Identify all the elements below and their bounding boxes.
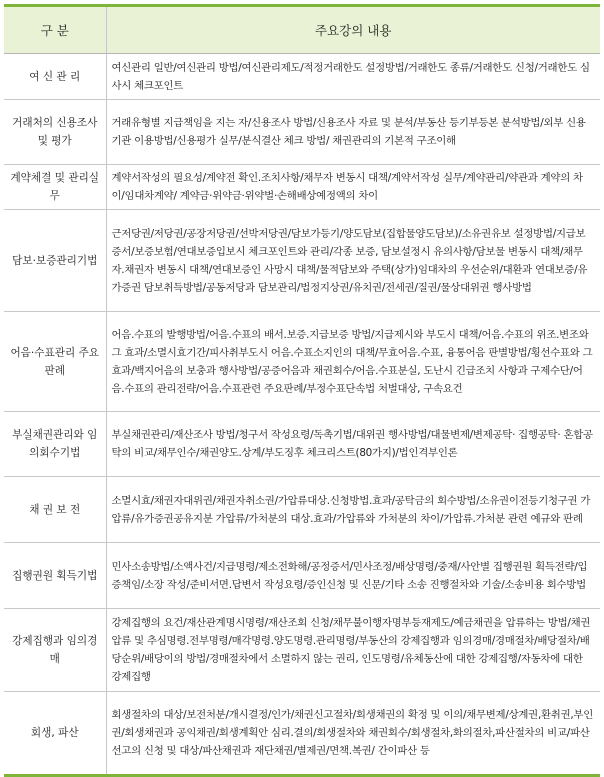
row-content: 부실채권관리/재산조사 방법/청구서 작성요령/독촉기법/대위권 행사방법/대물변제/변제공탁· 집행공탁· 혼합공탁의 비교/채무인수/채권양도.상계/부도징후 체크리스트(80가지)/법인격부인론: [106, 412, 600, 477]
row-content: 여신관리 일반/여신관리 방법/여신관리제도/적정거래한도 설정방법/거래한도 종류/거래한도 신청/거래한도 심사시 체크포인트: [106, 54, 600, 100]
row-content: 어음.수표의 발행방법/어음.수표의 배서.보증.지급보증 방법/지급제시와 부도시 대책/어음.수표의 위조.변조와 그 효과/소멸시효기간/피사취부도시 어음.수표소지인의 대책/무효어음.수표, 융통어음 판별방법/횡선수표와 그 효과/백지어음의 보충과 행사방법/공증어음과 채권회수/어음.수표분실, 도난시 긴급조치 사항과 구제수단/어음.수표의 관리전략/어음.수표관련 주요판례/부정수표단속법 처벌대상, 구속요건: [106, 312, 600, 412]
row-content: 민사소송방법/소액사건/지급명령/제소전화해/공정증서/민사조정/배상명령/중재/사안별 집행권원 획득전략/입증책임/소장 작성/준비서면.답변서 작성요령/증인신청 및 신문/기타 소송 진행절차와 기술/소송비용 회수방법: [106, 543, 600, 609]
row-content: 근저당권/저당권/공장저당권/선박저당권/담보가등기/양도담보(집합물양도담보)/소유권유보 설정방법/지급보증서/보증보험/연대보증입보시 체크포인트와 관리/각종 보증, 담보설정시 유의사항/담보물 변동시 대책/채무자.채권자 변동시 대책/연대보증인 사망시 대책/물적담보와 주택(상가)임대차의 우선순위/대환과 연대보증/유가증권 담보취득방법/공동저당과 담보관리/법정지상권/유치권/전세권/질권/물상대위권 행사방법: [106, 210, 600, 312]
table-header-row: [4, 6, 600, 54]
table-row: [4, 477, 600, 543]
row-label: 부실채권관리와 임의회수기법: [4, 412, 106, 477]
row-label: 여 신 관 리: [4, 54, 106, 100]
row-content: 강제집행의 요건/재산관계명시명령/재산조회 신청/채무불이행자명부등재제도/예금채권을 압류하는 방법/채권압류 및 추심명령.전부명령/매각명령.양도명령.관리명령/부동산의 강제집행과 임의경매/경매절차/배당절차/배당순위/배당이의 방법/경매절차에서 소멸하지 않는 권리, 인도명령/유체동산에 대한 강제집행/자동차에 대한 강제집행: [106, 609, 600, 692]
row-label: 어음·수표관리 주요판례: [4, 312, 106, 412]
row-label: 회생, 파산: [4, 692, 106, 776]
table-row: [4, 412, 600, 477]
row-label: 거래처의 신용조사 및 평가: [4, 100, 106, 165]
header-category: 구 분: [4, 6, 106, 54]
course-table-container: [4, 4, 600, 777]
row-content: 회생절차의 대상/보전처분/개시결정/인가/채권신고절차/회생채권의 확정 및 이의/채무변제/상계권,환취권,부인권/회생채권과 공익채권/회생계획안 심리.결의/회생절차와 채권회수/회생절차,화의절차,파산절차의 비교/파산선고의 신청 및 대상/파산채권과 재단채권/별제권/면책.복권/ 간이파산 등: [106, 692, 600, 776]
row-label: 담보·보증관리기법: [4, 210, 106, 312]
row-content: 거래유형별 지급책임을 지는 자/신용조사 방법/신용조사 자료 및 분석/부동산 등기부등본 분석방법/외부 신용기관 이용방법/신용평가 실무/분식결산 체크 방법/ 채권관리의 기본적 구조이해: [106, 100, 600, 165]
table-row: [4, 312, 600, 412]
table-row: [4, 165, 600, 210]
row-label: 계약체결 및 관리실무: [4, 165, 106, 210]
course-content-table: [4, 4, 600, 777]
header-content: 주요강의 내용: [106, 6, 600, 54]
row-content: 소멸시효/채권자대위권/채권자취소권/가압류대상.신청방법.효과/공탁금의 회수방법/소유권이전등기청구권 가압류/유가증권공유지분 가압류/가처분의 대상.효과/가압류와 가처분의 차이/가압류.가처분 관련 예규와 판례: [106, 477, 600, 543]
table-row: [4, 543, 600, 609]
table-row: [4, 54, 600, 100]
row-content: 계약서작성의 필요성/계약전 확인.조치사항/채무자 변동시 대책/계약서작성 실무/계약관리/약관과 계약의 차이/임대차계약/ 계약금·위약금·위약벌·손해배상예정액의 차이: [106, 165, 600, 210]
row-label: 집행권원 획득기법: [4, 543, 106, 609]
row-label: 강제집행과 임의경매: [4, 609, 106, 692]
table-row: [4, 609, 600, 692]
table-row: [4, 100, 600, 165]
table-row: [4, 692, 600, 776]
row-label: 채 권 보 전: [4, 477, 106, 543]
table-row: [4, 210, 600, 312]
